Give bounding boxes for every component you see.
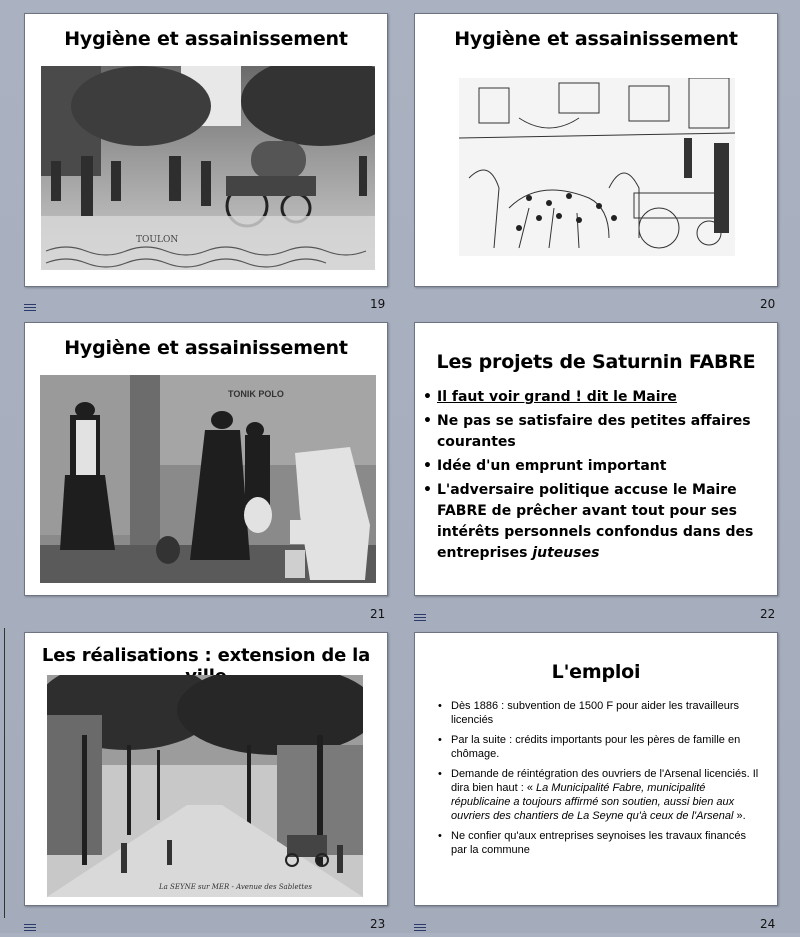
- notes-icon[interactable]: [414, 609, 426, 617]
- slide-title: Les projets de Saturnin FABRE: [436, 351, 756, 373]
- slide-thumbnail-24[interactable]: [414, 632, 778, 906]
- photo-caption: La SEYNE sur MER - Avenue des Sablettes: [159, 883, 312, 891]
- slide-number: 24: [760, 917, 776, 931]
- list-item: • Il faut voir grand ! dit le Maire: [421, 387, 769, 408]
- notes-icon[interactable]: [414, 919, 426, 927]
- slide-number: 23: [370, 917, 386, 931]
- slide-number: 19: [370, 297, 386, 311]
- slide-thumbnail-20[interactable]: [414, 13, 778, 287]
- slide-number: 21: [370, 607, 386, 621]
- notes-icon[interactable]: [24, 299, 36, 307]
- slide-thumbnail-21[interactable]: [24, 322, 388, 596]
- fountain-women-photo: [40, 375, 376, 583]
- photo-caption: TONIK POLO: [228, 389, 284, 399]
- notes-icon[interactable]: [24, 919, 36, 927]
- slide-thumbnail-22[interactable]: [414, 322, 778, 596]
- slide-thumbnail-23[interactable]: [24, 632, 388, 906]
- slide-number: 20: [760, 297, 776, 311]
- slide-title: L'emploi: [551, 661, 641, 683]
- slide-title: Hygiène et assainissement: [64, 337, 348, 359]
- list-item: • Ne confier qu'aux entreprises seynoises les travaux financés par la commune: [437, 829, 763, 857]
- selection-marker: [4, 628, 5, 918]
- list-item: • Demande de réintégration des ouvriers de l'Arsenal licenciés. Il dira bien haut : « La Municipalité Fabre, municipalité républicaine a toujours affirmé son soutien, aussi bien aux ouvriers des chantiers de La Seyne qu'à ceux de l'Arsenal ».: [437, 767, 763, 823]
- slide-title: Hygiène et assainissement: [64, 28, 348, 50]
- list-item: • Idée d'un emprunt important: [421, 456, 769, 477]
- avenue-postcard-photo: [47, 675, 363, 897]
- slide-number: 22: [760, 607, 776, 621]
- slide-title: Hygiène et assainissement: [454, 28, 738, 50]
- photo-caption: TOULON: [136, 235, 179, 245]
- list-item: • L'adversaire politique accuse le Maire FABRE de prêcher avant tout pour ses intérêts personnels confondus dans des entreprises juteuses: [421, 480, 769, 564]
- street-scene-photo: [41, 66, 375, 270]
- sketch-illustration: [459, 78, 735, 256]
- slide-title: Les réalisations : extension de la: [41, 645, 371, 666]
- bullet-list: [421, 387, 769, 567]
- bullet-list: [437, 699, 763, 863]
- list-item: • Par la suite : crédits importants pour les pères de famille en chômage.: [437, 733, 763, 761]
- list-item: • Ne pas se satisfaire des petites affaires courantes: [421, 411, 769, 453]
- slide-thumbnail-19[interactable]: [24, 13, 388, 287]
- list-item: • Dès 1886 : subvention de 1500 F pour aider les travailleurs licenciés: [437, 699, 763, 727]
